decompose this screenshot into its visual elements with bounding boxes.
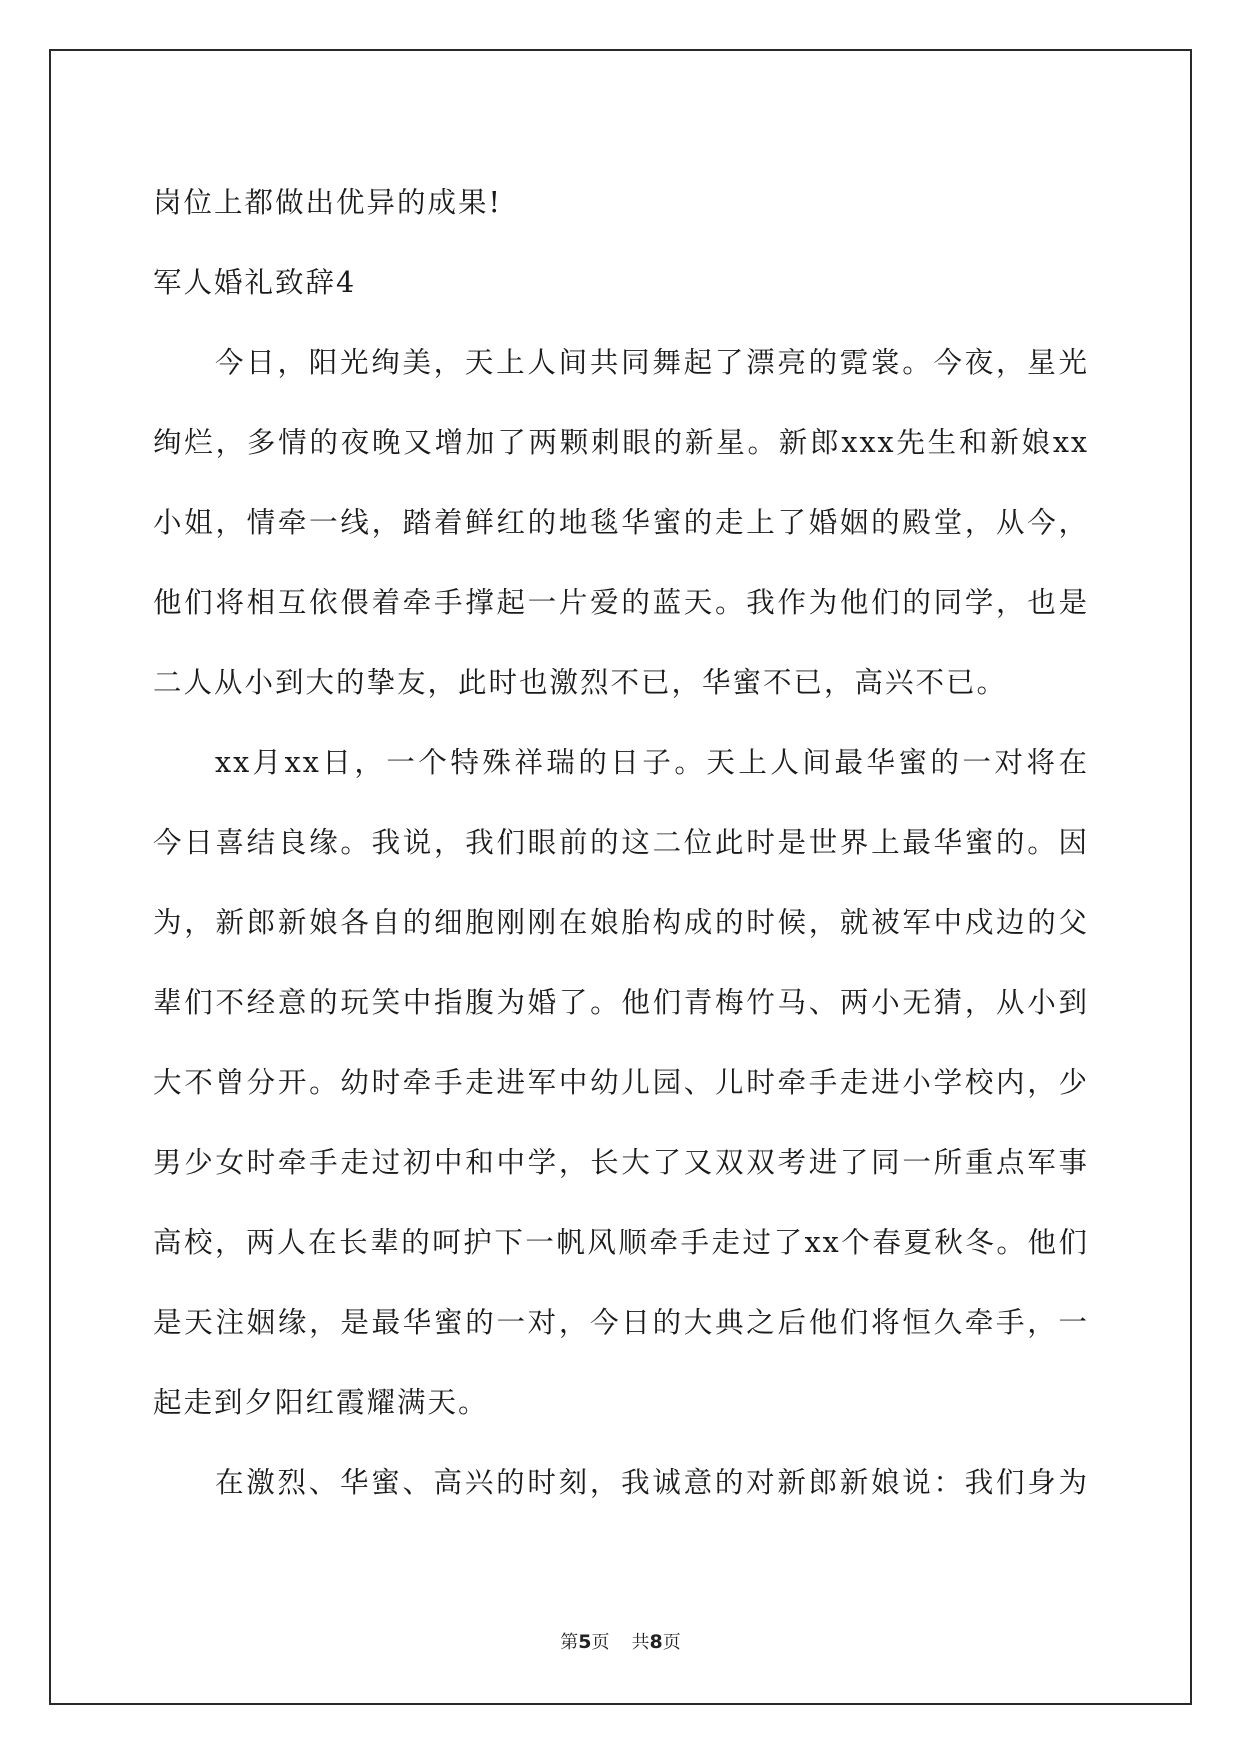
paragraph-line: 大不曾分开。幼时牵手走进军中幼儿园、儿时牵手走进小学校内，少 — [153, 1066, 1089, 1099]
page-footer — [0, 1628, 1241, 1654]
total-prefix: 共 — [631, 1632, 650, 1653]
paragraph-line: 男少女时牵手走过初中和中学，长大了又双双考进了同一所重点军事 — [153, 1146, 1089, 1179]
paragraph-line: 小姐，情牵一线，踏着鲜红的地毯华蜜的走上了婚姻的殿堂，从今， — [153, 506, 1089, 539]
paragraph-line: xx月xx日，一个特殊祥瑞的日子。天上人间最华蜜的一对将在 — [215, 746, 1089, 779]
paragraph-line: 为，新郎新娘各自的细胞刚刚在娘胎构成的时候，就被军中戍边的父 — [153, 906, 1089, 939]
paragraph-line: 他们将相互依偎着牵手撑起一片爱的蓝天。我作为他们的同学，也是 — [153, 586, 1089, 619]
paragraph-line: 辈们不经意的玩笑中指腹为婚了。他们青梅竹马、两小无猜，从小到 — [153, 986, 1089, 1019]
paragraph-line: 在激烈、华蜜、高兴的时刻，我诚意的对新郎新娘说：我们身为 — [215, 1466, 1089, 1499]
page-prefix: 第 — [560, 1632, 579, 1653]
page-number: 5 — [578, 1631, 592, 1653]
total-suffix: 页 — [662, 1632, 681, 1653]
paragraph-line: 是天注姻缘，是最华蜜的一对，今日的大典之后他们将恒久牵手，一 — [153, 1306, 1089, 1339]
paragraph-line: 今日喜结良缘。我说，我们眼前的这二位此时是世界上最华蜜的。因 — [153, 826, 1089, 859]
paragraph-line: 今日，阳光绚美，天上人间共同舞起了漂亮的霓裳。今夜，星光 — [215, 346, 1089, 379]
paragraph-line: 二人从小到大的挚友，此时也激烈不已，华蜜不已，高兴不已。 — [153, 666, 1008, 699]
document-body — [153, 163, 1089, 1523]
text-line: 岗位上都做出优异的成果! — [153, 186, 502, 219]
paragraph-line: 绚烂，多情的夜晚又增加了两颗刺眼的新星。新郎xxx先生和新娘xx — [153, 426, 1089, 459]
paragraph-line: 高校，两人在长辈的呵护下一帆风顺牵手走过了xx个春夏秋冬。他们 — [153, 1226, 1089, 1259]
section-heading: 军人婚礼致辞4 — [153, 266, 357, 299]
page-suffix: 页 — [591, 1632, 610, 1653]
paragraph-line: 起走到夕阳红霞耀满天。 — [153, 1386, 489, 1419]
total-pages: 8 — [649, 1631, 663, 1653]
